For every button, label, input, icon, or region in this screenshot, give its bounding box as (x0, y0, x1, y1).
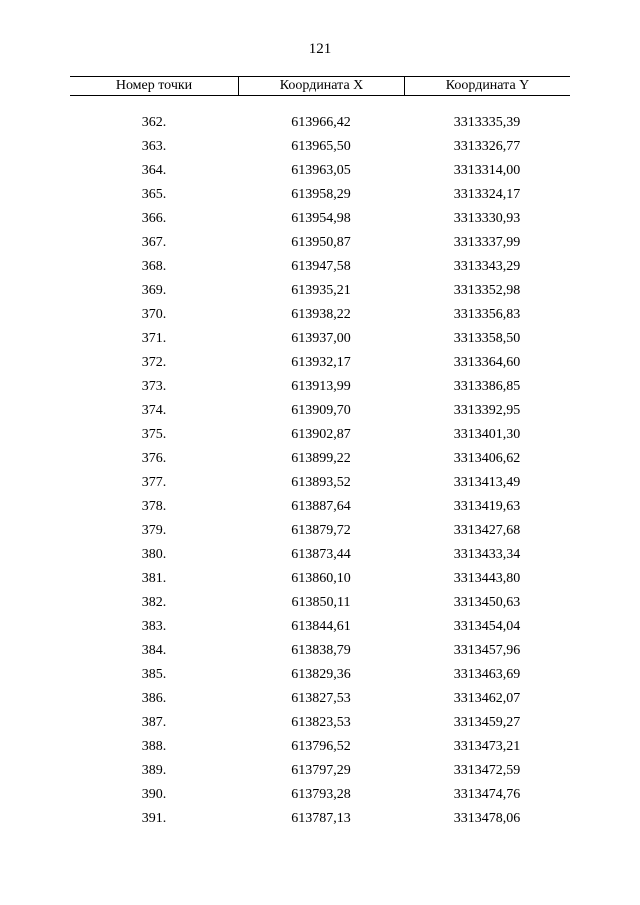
coordinate-x-cell: 613829,36 (291, 667, 351, 682)
table-row (70, 591, 570, 615)
coordinate-y-cell: 3313401,30 (453, 427, 521, 442)
point-number-cell: 374. (141, 403, 167, 418)
coordinate-y-cell: 3313352,98 (453, 283, 521, 298)
coordinate-x-cell: 613844,61 (291, 619, 351, 634)
coordinate-x-cell: 613913,99 (291, 379, 351, 394)
point-number-cell: 385. (141, 667, 167, 682)
coordinate-y-cell: 3313314,00 (453, 163, 521, 178)
header-coordinate-y: Координата Y (404, 77, 570, 95)
coordinate-y-cell: 3313419,63 (453, 499, 521, 514)
point-number-cell: 382. (141, 595, 167, 610)
coordinate-x-cell: 613935,21 (291, 283, 351, 298)
table-row (70, 279, 570, 303)
coordinate-x-cell: 613954,98 (291, 211, 351, 226)
coordinate-y-cell: 3313450,63 (453, 595, 521, 610)
table-row (70, 735, 570, 759)
point-number-cell: 368. (141, 259, 167, 274)
page-number: 121 (308, 41, 332, 57)
table-row (70, 207, 570, 231)
coordinate-x-cell: 613793,28 (291, 787, 351, 802)
coordinate-y-cell: 3313330,93 (453, 211, 521, 226)
table-row (70, 663, 570, 687)
point-number-cell: 380. (141, 547, 167, 562)
point-number-cell: 390. (141, 787, 167, 802)
point-number-cell: 384. (141, 643, 167, 658)
coordinate-y-cell: 3313459,27 (453, 715, 521, 730)
point-number-cell: 373. (141, 379, 167, 394)
coordinate-y-cell: 3313358,50 (453, 331, 521, 346)
table-row (70, 183, 570, 207)
coordinate-x-cell: 613958,29 (291, 187, 351, 202)
coordinate-y-cell: 3313472,59 (453, 763, 521, 778)
coordinate-x-cell: 613966,42 (291, 115, 351, 130)
coordinate-y-cell: 3313343,29 (453, 259, 521, 274)
table-row (70, 639, 570, 663)
point-number-cell: 371. (141, 331, 167, 346)
point-number-cell: 389. (141, 763, 167, 778)
coordinate-x-cell: 613873,44 (291, 547, 351, 562)
point-number-cell: 364. (141, 163, 167, 178)
point-number-cell: 365. (141, 187, 167, 202)
point-number-cell: 383. (141, 619, 167, 634)
header-coordinate-x: Координата X (238, 77, 404, 95)
point-number-cell: 372. (141, 355, 167, 370)
table-row (70, 327, 570, 351)
table-row (70, 807, 570, 831)
table-row (70, 111, 570, 135)
table-row (70, 351, 570, 375)
point-number-cell: 376. (141, 451, 167, 466)
coordinate-y-cell: 3313478,06 (453, 811, 521, 826)
table-row (70, 447, 570, 471)
coordinate-x-cell: 613823,53 (291, 715, 351, 730)
coordinate-x-cell: 613787,13 (291, 811, 351, 826)
coordinate-x-cell: 613879,72 (291, 523, 351, 538)
table-row (70, 687, 570, 711)
table-row (70, 711, 570, 735)
coordinate-x-cell: 613796,52 (291, 739, 351, 754)
coordinate-x-cell: 613860,10 (291, 571, 351, 586)
coordinate-x-cell: 613902,87 (291, 427, 351, 442)
coordinate-y-cell: 3313454,04 (453, 619, 521, 634)
coordinate-y-cell: 3313443,80 (453, 571, 521, 586)
coordinate-x-cell: 613947,58 (291, 259, 351, 274)
coordinate-y-cell: 3313474,76 (453, 787, 521, 802)
coordinate-y-cell: 3313457,96 (453, 643, 521, 658)
coordinate-y-cell: 3313413,49 (453, 475, 521, 490)
table-row (70, 231, 570, 255)
point-number-cell: 362. (141, 115, 167, 130)
point-number-cell: 375. (141, 427, 167, 442)
coordinate-y-cell: 3313386,85 (453, 379, 521, 394)
point-number-cell: 379. (141, 523, 167, 538)
table-header (70, 76, 570, 96)
point-number-cell: 387. (141, 715, 167, 730)
point-number-cell: 370. (141, 307, 167, 322)
coordinates-table (70, 76, 570, 831)
point-number-cell: 388. (141, 739, 167, 754)
point-number-cell: 378. (141, 499, 167, 514)
coordinate-x-cell: 613838,79 (291, 643, 351, 658)
table-row (70, 615, 570, 639)
coordinate-x-cell: 613937,00 (291, 331, 351, 346)
coordinate-x-cell: 613797,29 (291, 763, 351, 778)
coordinate-x-cell: 613887,64 (291, 499, 351, 514)
coordinate-x-cell: 613965,50 (291, 139, 351, 154)
table-row (70, 303, 570, 327)
coordinate-y-cell: 3313463,69 (453, 667, 521, 682)
coordinate-y-cell: 3313324,17 (453, 187, 521, 202)
table-row (70, 255, 570, 279)
point-number-cell: 369. (141, 283, 167, 298)
table-row (70, 375, 570, 399)
coordinate-y-cell: 3313392,95 (453, 403, 521, 418)
point-number-cell: 363. (141, 139, 167, 154)
coordinate-y-cell: 3313433,34 (453, 547, 521, 562)
point-number-cell: 391. (141, 811, 167, 826)
table-row (70, 519, 570, 543)
coordinate-y-cell: 3313473,21 (453, 739, 521, 754)
table-row (70, 759, 570, 783)
coordinate-x-cell: 613938,22 (291, 307, 351, 322)
table-row (70, 135, 570, 159)
coordinate-x-cell: 613950,87 (291, 235, 351, 250)
coordinate-x-cell: 613893,52 (291, 475, 351, 490)
point-number-cell: 366. (141, 211, 167, 226)
coordinate-y-cell: 3313326,77 (453, 139, 521, 154)
point-number-cell: 377. (141, 475, 167, 490)
table-row (70, 399, 570, 423)
table-row (70, 471, 570, 495)
table-row (70, 159, 570, 183)
coordinate-y-cell: 3313364,60 (453, 355, 521, 370)
coordinate-y-cell: 3313462,07 (453, 691, 521, 706)
header-point-number: Номер точки (115, 78, 193, 93)
coordinate-y-cell: 3313356,83 (453, 307, 521, 322)
coordinate-x-cell: 613909,70 (291, 403, 351, 418)
table-row (70, 423, 570, 447)
coordinate-y-cell: 3313427,68 (453, 523, 521, 538)
table-row (70, 495, 570, 519)
point-number-cell: 367. (141, 235, 167, 250)
coordinate-x-cell: 613932,17 (291, 355, 351, 370)
point-number-cell: 381. (141, 571, 167, 586)
table-row (70, 543, 570, 567)
table-body (70, 111, 570, 831)
coordinate-y-cell: 3313406,62 (453, 451, 521, 466)
table-row (70, 567, 570, 591)
coordinate-y-cell: 3313335,39 (453, 115, 521, 130)
point-number-cell: 386. (141, 691, 167, 706)
coordinate-x-cell: 613899,22 (291, 451, 351, 466)
coordinate-x-cell: 613963,05 (291, 163, 351, 178)
coordinate-x-cell: 613850,11 (291, 595, 351, 610)
coordinate-y-cell: 3313337,99 (453, 235, 521, 250)
coordinate-x-cell: 613827,53 (291, 691, 351, 706)
table-row (70, 783, 570, 807)
